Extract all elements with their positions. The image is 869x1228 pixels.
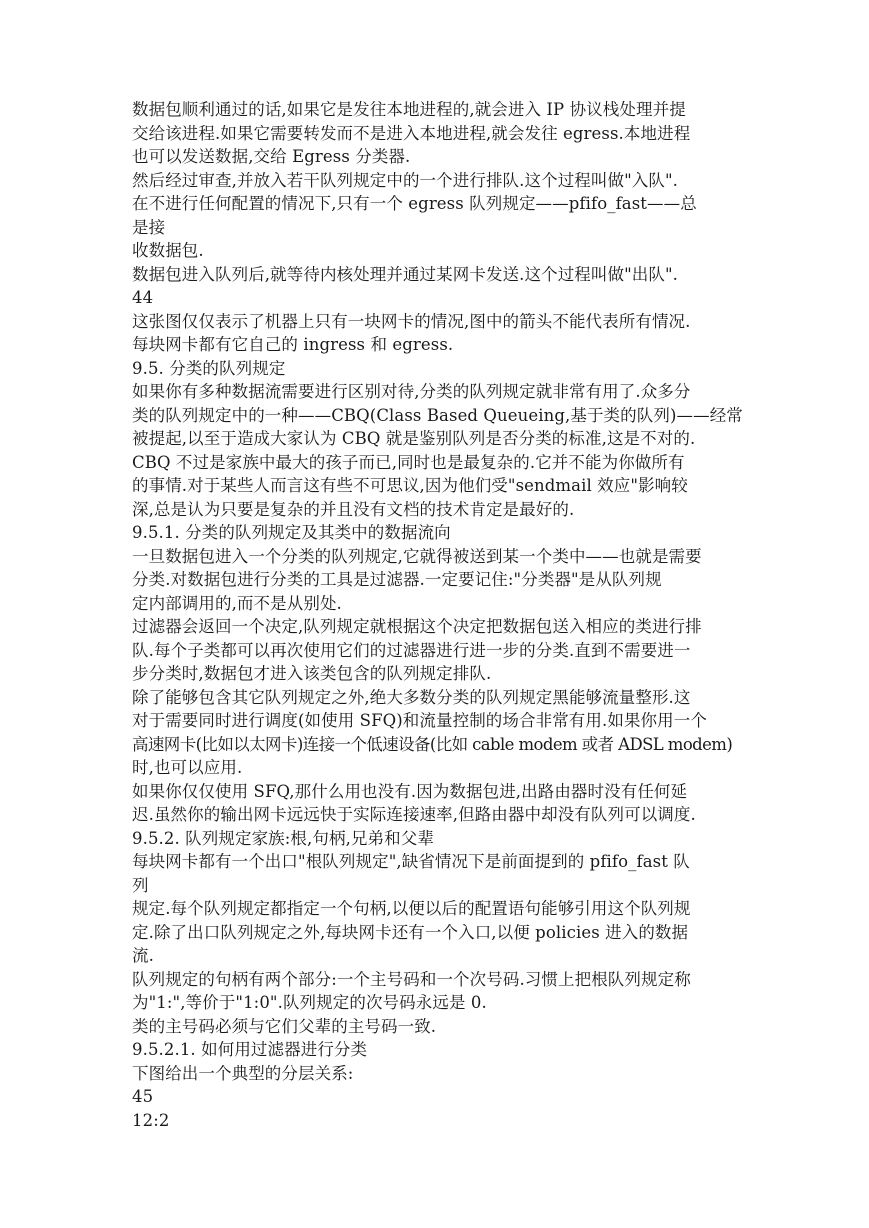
text-line: 定.除了出口队列规定之外,每块网卡还有一个入口,以便 policies 进入的数据 [132,922,689,942]
section-heading: 9.5.2. 队列规定家族:根,句柄,兄弟和父辈 [132,828,434,848]
text-line: 数据包顺利通过的话,如果它是发往本地进程的,就会进入 IP 协议栈处理并提 [132,100,686,119]
text-line: 也可以发送数据,交给 Egress 分类器. [132,147,411,166]
text-line: 交给该进程.如果它需要转发而不是进入本地进程,就会发往 egress.本地进程 [132,123,691,143]
section-heading: 9.5.1. 分类的队列规定及其类中的数据流向 [132,523,451,542]
text-line: 然后经过审查,并放入若干队列规定中的一个进行排队.这个过程叫做"入队". [132,170,679,190]
section-heading: 9.5.2.1. 如何用过滤器进行分类 [132,1040,368,1059]
text-line: 时,也可以应用. [132,758,243,777]
text-line: 迟.虽然你的输出网卡远远快于实际连接速率,但路由器中却没有队列可以调度. [132,805,696,824]
text-line: 被提起,以至于造成大家认为 CBQ 就是鉴别队列是否分类的标准,这是不对的. [132,429,696,448]
text-line: 数据包进入队列后,就等待内核处理并通过某网卡发送.这个过程叫做"出队". [132,264,679,284]
text-line: 列 [132,875,149,895]
text-line: 高速网卡(比如以太网卡)连接一个低速设备(比如 cable modem 或者 ADSL modem) [132,734,733,754]
text-line: 过滤器会返回一个决定,队列规定就根据这个决定把数据包送入相应的类进行排 [132,617,702,636]
text-line: CBQ 不过是家族中最大的孩子而已,同时也是最复杂的.它并不能为你做所有 [132,452,685,472]
text-line: 如果你有多种数据流需要进行区别对待,分类的队列规定就非常有用了.众多分 [132,382,691,401]
text-line: 类的主号码必须与它们父辈的主号码一致. [132,1016,437,1036]
text-line: 下图给出一个典型的分层关系: [132,1063,354,1083]
text-line: 为"1:",等价于"1:0".队列规定的次号码永远是 0. [132,993,487,1012]
page-number: 44 [132,288,154,307]
text-line: 是接 [132,217,166,237]
page-number: 45 [132,1087,154,1106]
text-line: 步分类时,数据包才进入该类包含的队列规定排队. [132,664,492,683]
text-line: 队列规定的句柄有两个部分:一个主号码和一个次号码.习惯上把根队列规定称 [132,969,691,989]
text-line: 除了能够包含其它队列规定之外,绝大多数分类的队列规定黑能够流量整形.这 [132,687,691,707]
text-line: 一旦数据包进入一个分类的队列规定,它就得被送到某一个类中——也就是需要 [132,546,702,566]
text-line: 规定.每个队列规定都指定一个句柄,以便以后的配置语句能够引用这个队列规 [132,899,691,918]
text-line: 每块网卡都有一个出口"根队列规定",缺省情况下是前面提到的 pfifo_fast 队 [132,852,690,871]
text-line: 流. [132,946,154,965]
text-line: 在不进行任何配置的情况下,只有一个 egress 队列规定——pfifo_fast——总 [132,194,697,213]
text-line: 分类.对数据包进行分类的工具是过滤器.一定要记住:"分类器"是从队列规 [132,570,662,589]
text-line: 定内部调用的,而不是从别处. [132,593,342,613]
text-line: 收数据包. [132,241,204,260]
text-line: 每块网卡都有它自己的 ingress 和 egress. [132,335,454,354]
text-line: 这张图仅仅表示了机器上只有一块网卡的情况,图中的箭头不能代表所有情况. [132,311,691,331]
text-line: 12:2 [132,1110,170,1130]
text-line: 队.每个子类都可以再次使用它们的过滤器进行进一步的分类.直到不需要进一 [132,640,691,660]
text-line: 如果你仅仅使用 SFQ,那什么用也没有.因为数据包进,出路由器时没有任何延 [132,781,688,801]
section-heading: 9.5. 分类的队列规定 [132,358,286,378]
text-line: 对于需要同时进行调度(如使用 SFQ)和流量控制的场合非常有用.如果你用一个 [132,711,707,730]
text-line: 类的队列规定中的一种——CBQ(Class Based Queueing,基于类的队列)——经常 [132,405,743,425]
text-line: 深,总是认为只要是复杂的并且没有文档的技术肯定是最好的. [132,499,575,519]
text-line: 的事情.对于某些人而言这有些不可思议,因为他们受"sendmail 效应"影响较 [132,476,688,495]
